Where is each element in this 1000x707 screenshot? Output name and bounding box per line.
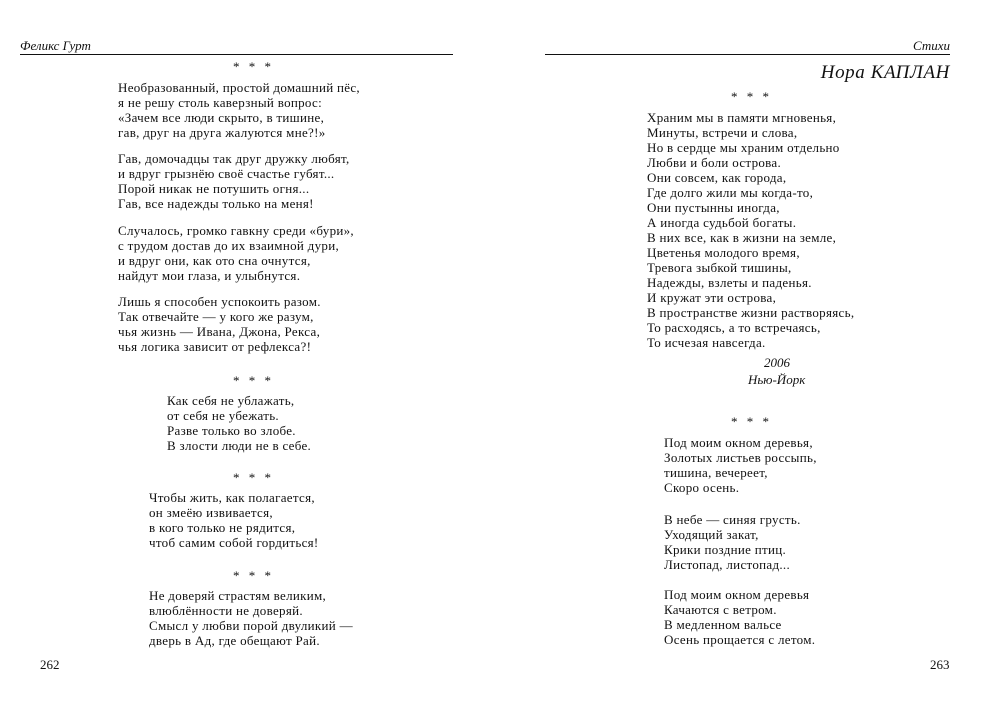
stanza	[118, 80, 360, 140]
poem-line: дверь в Ад, где обещают Рай.	[149, 633, 320, 648]
poem-line: И кружат эти острова,	[647, 290, 777, 305]
poem-divider: * * *	[233, 59, 274, 74]
poem-line: Смысл у любви порой двуликий —	[149, 618, 353, 633]
poem-line: В них все, как в жизни на земле,	[647, 230, 837, 245]
poem-line: тишина, вечереет,	[664, 465, 768, 480]
poem-line: Случалось, громко гавкну среди «бури»,	[118, 223, 354, 238]
poem-line: Где долго жили мы когда-то,	[647, 185, 814, 200]
poem-line: чья жизнь — Ивана, Джона, Рекса,	[118, 324, 321, 339]
poem-line: Под моим окном деревья,	[664, 435, 813, 450]
poem-line: Они совсем, как города,	[647, 170, 787, 185]
poem-line: Так отвечайте — у кого же разум,	[118, 309, 314, 324]
poem-line: влюблённости не доверяй.	[149, 603, 303, 618]
running-head-right: Стихи	[912, 38, 950, 53]
poem-line: Они пустынны иногда,	[647, 200, 780, 215]
poem-line: и вдруг они, как ото сна очнутся,	[118, 253, 311, 268]
stanza	[647, 110, 854, 350]
poem-line: То расходясь, а то встречаясь,	[647, 320, 821, 335]
poem-line: Золотых листьев россыпь,	[664, 450, 817, 465]
poem-line: В медленном вальсе	[664, 617, 782, 632]
poem-line: он змеёю извивается,	[149, 505, 273, 520]
poem-line: Необразованный, простой домашний пёс,	[118, 80, 360, 95]
poem-divider: * * *	[233, 470, 274, 485]
poem-place: Нью-Йорк	[748, 372, 806, 387]
poem-line: Гав, домочадцы так друг дружку любят,	[118, 151, 350, 166]
header-rule-left	[20, 54, 453, 55]
poem-line: Как себя не ублажать,	[167, 393, 295, 408]
poem-line: с трудом достав до их взаимной дури,	[118, 238, 340, 253]
poem-line: Тревога зыбкой тишины,	[647, 260, 792, 275]
poem-line: Порой никак не потушить огня...	[118, 181, 310, 196]
poem-line: чтоб самим собой гордиться!	[149, 535, 319, 550]
poem-line: Качаются с ветром.	[664, 602, 777, 617]
poem-line: Не доверяй страстям великим,	[149, 588, 327, 603]
running-head-left: Феликс Гурт	[20, 38, 91, 53]
page-number-right: 263	[930, 657, 950, 672]
poem-line: В небе — синяя грусть.	[664, 512, 801, 527]
poem-line: Гав, все надежды только на меня!	[118, 196, 314, 211]
stanza	[664, 587, 815, 647]
stanza	[664, 512, 801, 572]
poem-line: Но в сердце мы храним отдельно	[647, 140, 840, 155]
poem-divider: * * *	[233, 568, 274, 583]
poem-divider: * * *	[233, 373, 274, 388]
poem-line: от себя не убежать.	[167, 408, 279, 423]
stanza	[118, 223, 354, 283]
poem-line: в кого только не рядится,	[149, 520, 296, 535]
poem-line: я не решу столь каверзный вопрос:	[118, 95, 323, 110]
right-page	[500, 0, 1000, 707]
poem-line: Лишь я способен успокоить разом.	[118, 294, 321, 309]
poem-line: В злости люди не в себе.	[167, 438, 312, 453]
poem-line: В пространстве жизни растворяясь,	[647, 305, 855, 320]
poem-line: Надежды, взлеты и паденья.	[647, 275, 812, 290]
stanza	[664, 435, 817, 495]
page-number-left: 262	[40, 657, 60, 672]
poem-line: найдут мои глаза, и улыбнутся.	[118, 268, 301, 283]
poem-line: Разве только во злобе.	[167, 423, 296, 438]
poem-line: гав, друг на друга жалуются мне?!»	[118, 125, 326, 140]
stanza	[118, 294, 321, 354]
poem-line: Осень прощается с летом.	[664, 632, 816, 647]
stanza	[149, 490, 319, 550]
poem-line: Скоро осень.	[664, 480, 740, 495]
poem-line: Храним мы в памяти мгновенья,	[647, 110, 837, 125]
poem-line: Цветенья молодого время,	[647, 245, 800, 260]
poem-line: Крики поздние птиц.	[664, 542, 787, 557]
poem-line: Листопад, листопад...	[664, 557, 791, 572]
poem-line: Любви и боли острова.	[647, 155, 782, 170]
poem-line: Минуты, встречи и слова,	[647, 125, 798, 140]
poem-divider: * * *	[731, 414, 772, 429]
header-rule-right	[545, 54, 950, 55]
stanza	[149, 588, 353, 648]
poem-line: Чтобы жить, как полагается,	[149, 490, 315, 505]
poem-line: Под моим окном деревья	[664, 587, 810, 602]
poem-line: А иногда судьбой богаты.	[647, 215, 797, 230]
poem-divider: * * *	[731, 89, 772, 104]
author-name: Нора КАПЛАН	[820, 62, 950, 83]
poem-line: То исчезая навсегда.	[647, 335, 766, 350]
poem-line: и вдруг грызнёю своё счастье губят...	[118, 166, 335, 181]
stanza	[118, 151, 350, 211]
poem-line: чья логика зависит от рефлекса?!	[118, 339, 312, 354]
stanza	[167, 393, 311, 453]
poem-line: Уходящий закат,	[664, 527, 759, 542]
poem-date: 2006	[764, 355, 790, 370]
poem-line: «Зачем все люди скрыто, в тишине,	[118, 110, 325, 125]
